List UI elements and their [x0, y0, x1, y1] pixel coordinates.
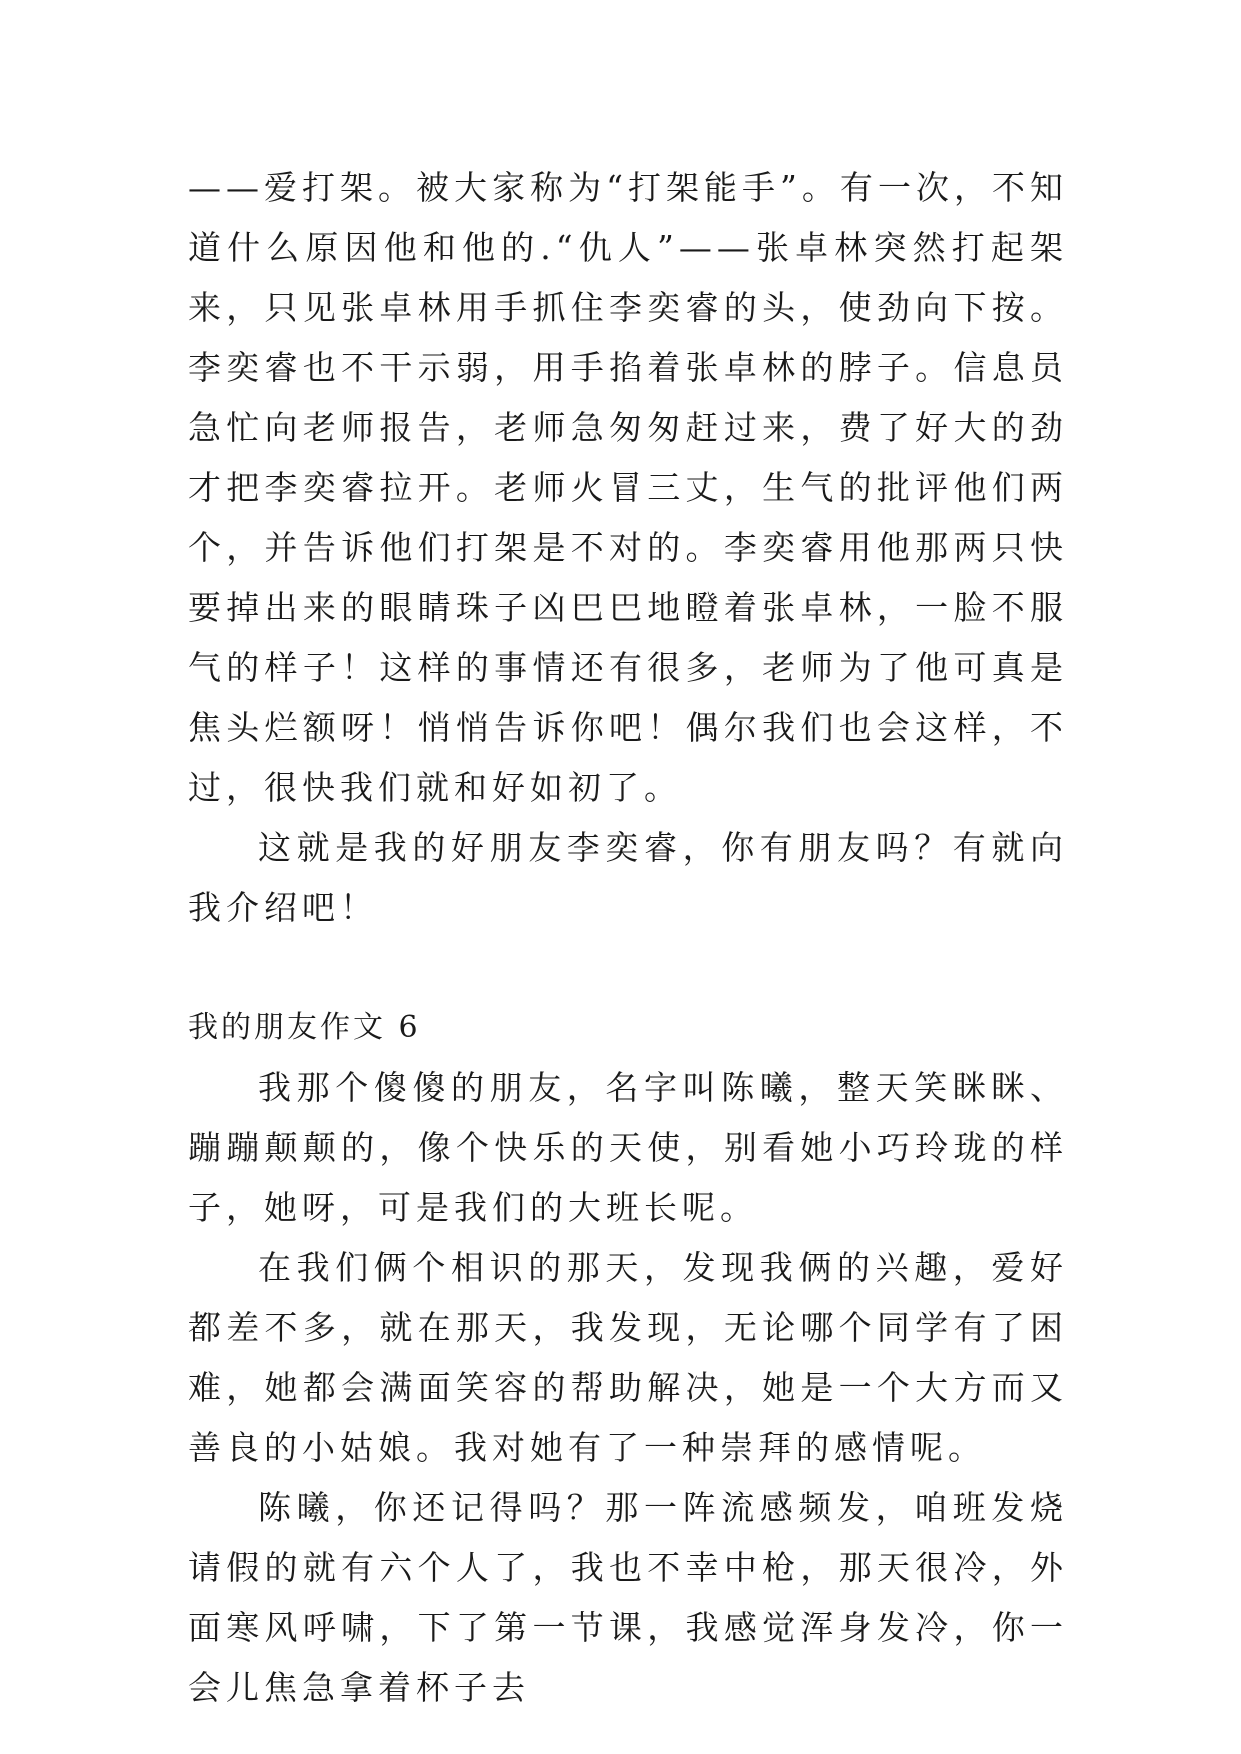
paragraph: 陈曦，你还记得吗？那一阵流感频发，咱班发烧请假的就有六个人了，我也不幸中枪，那天很冷，外面寒风呼啸，下了第一节课，我感觉浑身发冷，你一会儿焦急拿着杯子去: [188, 1488, 1068, 1707]
essay-continuation: [188, 158, 1068, 938]
paragraph: ——爱打架。被大家称为“打架能手”。有一次，不知道什么原因他和他的.“仇人”——张卓林突然打起架来，只见张卓林用手抓住李奕睿的头，使劲向下按。李奕睿也不干示弱，用手掐着张卓林的脖子。信息员急忙向老师报告，老师急匆匆赶过来，费了好大的劲才把李奕睿拉开。老师火冒三丈，生气的批评他们两个，并告诉他们打架是不对的。李奕睿用他那两只快要掉出来的眼睛珠子凶巴巴地瞪着张卓林，一脸不服气的样子！这样的事情还有很多，老师为了他可真是焦头烂额呀！悄悄告诉你吧！偶尔我们也会这样，不过，很快我们就和好如初了。: [188, 168, 1068, 807]
paragraph: 在我们俩个相识的那天，发现我俩的兴趣，爱好都差不多，就在那天，我发现，无论哪个同学有了困难，她都会满面笑容的帮助解决，她是一个大方而又善良的小姑娘。我对她有了一种崇拜的感情呢。: [188, 1248, 1068, 1467]
document-page: [188, 158, 1068, 1718]
essay-body: [188, 1058, 1068, 1718]
essay-title: 我的朋友作文 6: [188, 1010, 421, 1045]
paragraph: 这就是我的好朋友李奕睿，你有朋友吗？有就向我介绍吧！: [188, 828, 1068, 927]
paragraph: 我那个傻傻的朋友，名字叫陈曦，整天笑眯眯、蹦蹦颠颠的，像个快乐的天使，别看她小巧玲珑的样子，她呀，可是我们的大班长呢。: [188, 1068, 1068, 1227]
